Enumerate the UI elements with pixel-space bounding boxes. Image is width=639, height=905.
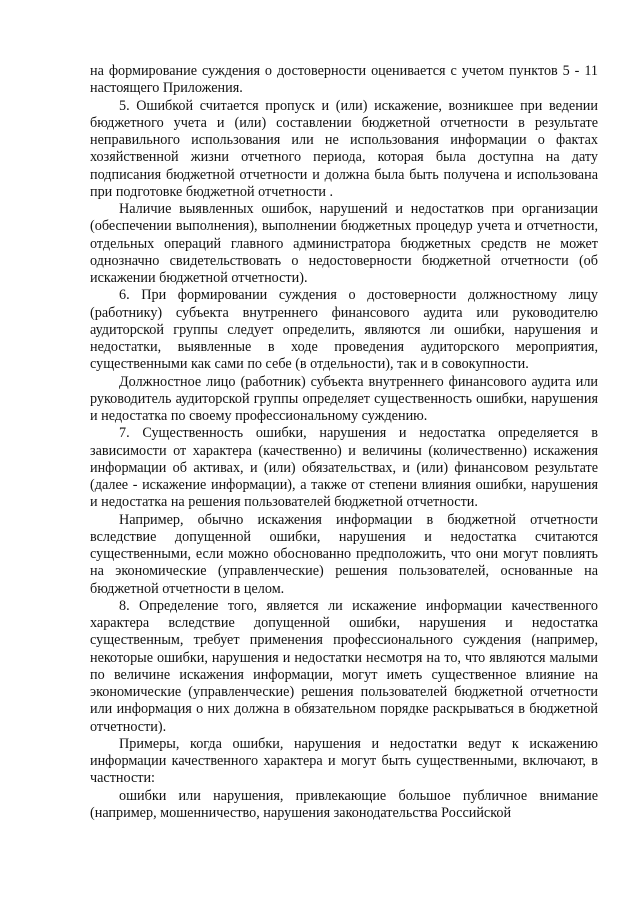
paragraph-list-item: ошибки или нарушения, привлекающие большое публичное внимание (например, мошенничество, нарушения законодательства Российской (90, 787, 598, 821)
paragraph-item-5: 5. Ошибкой считается пропуск и (или) искажение, возникшее при ведении бюджетного учета и (или) составлении бюджетной отчетности в результате неправильного использования или не использования информации о фактах хозяйственной жизни отчетного периода, которая была доступна на дату подписания бюджетной отчетности и должна была быть получена и использована при подготовке бюджетной отчетности . (90, 97, 598, 200)
paragraph-item-8: 8. Определение того, является ли искажение информации качественного характера вследствие допущенной ошибки, нарушения и недостатка существенным, требует применения профессионального суждения (например, некоторые ошибки, нарушения и недостатки несмотря на то, что являются малыми по величине искажения информации, могут иметь существенное влияние на экономические (управленческие) решения пользователей бюджетной отчетности или информация о них должна в обязательном порядке раскрываться в бюджетной отчетности). (90, 597, 598, 735)
paragraph-errors-presence: Наличие выявленных ошибок, нарушений и недостатков при организации (обеспечении выполнения), выполнении бюджетных процедур учета и отчетности, отдельных операций главного администратора бюджетных средств не может однозначно свидетельствовать о недостоверности бюджетной отчетности (об искажении бюджетной отчетности). (90, 201, 598, 286)
paragraph-item-7: 7. Существенность ошибки, нарушения и недостатка определяется в зависимости от характера (качественно) и величины (количественно) искажения информации об активах, и (или) обязательствах, и (или) финансовом результате (далее - искажение информации), а также от степени влияния ошибки, нарушения и недостатка на решения пользователей бюджетной отчетности. (90, 425, 598, 511)
paragraph-auditor-judgement: Должностное лицо (работник) субъекта внутреннего финансового аудита или руководитель аудиторской группы определяет существенность ошибки, нарушения и недостатка по своему профессиональному суждению. (90, 373, 598, 424)
paragraph-continuation: на формирование суждения о достоверности оценивается с учетом пунктов 5 - 11 настоящего Приложения. (90, 63, 598, 97)
document-page (90, 63, 598, 822)
paragraph-examples-intro: Примеры, когда ошибки, нарушения и недостатки ведут к искажению информации качественного характера и могут быть существенными, включают, в частности: (90, 735, 598, 787)
paragraph-item-6: 6. При формировании суждения о достоверности должностному лицу (работнику) субъекта внутреннего финансового аудита или руководителю аудиторской группы следует определить, являются ли ошибки, нарушения и недостатки, выявленные в ходе проведения аудиторского мероприятия, существенными как сами по себе (в отдельности), так и в совокупности. (90, 287, 598, 373)
paragraph-example: Например, обычно искажения информации в бюджетной отчетности вследствие допущенной ошибки, нарушения и недостатка считаются существенными, если можно обоснованно предположить, что они могут повлиять на экономические (управленческие) решения пользователей, основанные на бюджетной отчетности в целом. (90, 511, 598, 597)
